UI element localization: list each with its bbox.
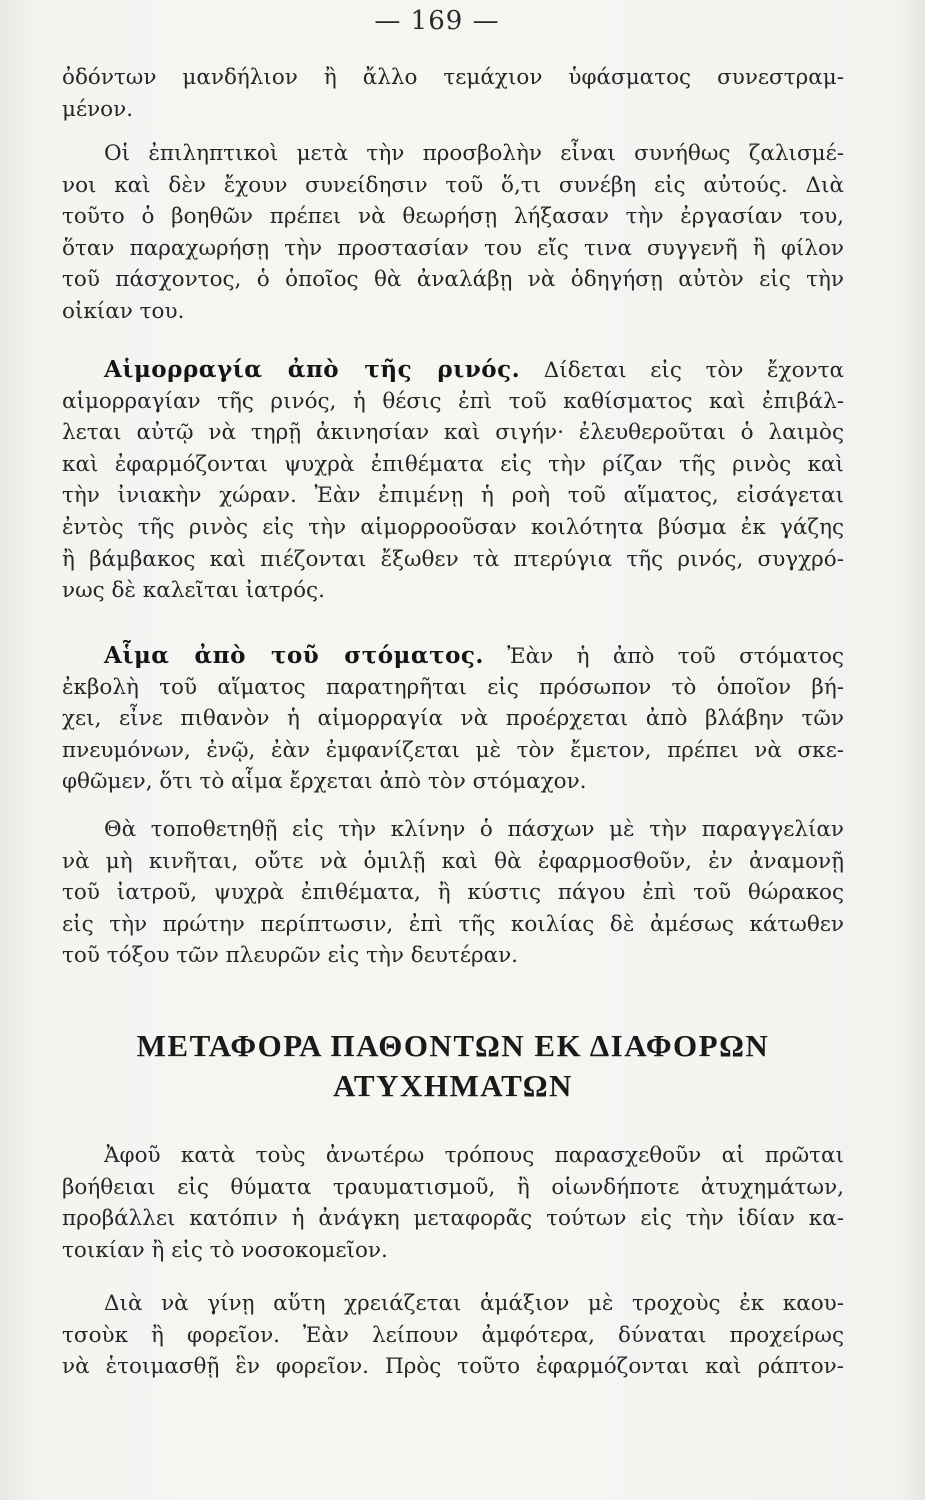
text-line: τοῦ ἰατροῦ, ψυχρὰ ἐπιθέματα, ἢ κύστις πάγου ἐπὶ τοῦ θώρακος [62, 880, 844, 906]
text-line: λεται αὐτῷ νὰ τηρῇ ἀκινησίαν καὶ σιγήν· ἐλευθεροῦται ὁ λαιμὸς [62, 420, 844, 446]
paragraph-continuation [62, 62, 844, 125]
text-line [62, 354, 844, 386]
text-line: ἐκβολὴ τοῦ αἵματος παρατηρῆται εἰς πρόσωπον τὸ ὁποῖον βή- [62, 674, 844, 700]
paragraph-stretcher [62, 1288, 844, 1383]
paragraph-mouth-blood [62, 640, 844, 798]
text-line: τσοὺκ ἢ φορεῖον. Ἐὰν λείπουν ἀμφότερα, δύναται προχείρως [62, 1322, 844, 1348]
text-line: νοι καὶ δὲν ἔχουν συνείδησιν τοῦ ὅ,τι συνέβη εἰς αὐτούς. Διὰ [62, 172, 844, 198]
run-in-heading-mouth: Αἷμα ἀπὸ τοῦ στόματος. [104, 642, 484, 669]
paragraph-epileptics [62, 138, 844, 328]
text-line: ὀδόντων μανδήλιον ἢ ἄλλο τεμάχιον ὑφάσματος συνεστραμ- [62, 65, 844, 90]
text-line: Θὰ τοποθετηθῇ εἰς τὴν κλίνην ὁ πάσχων μὲ τὴν παραγγελίαν [104, 817, 844, 842]
text-line: ὅταν παραχωρήσῃ τὴν προστασίαν του εἴς τινα συγγενῆ ἢ φίλον [62, 235, 844, 261]
text-line: τοικίαν ἢ εἰς τὸ νοσοκομεῖον. [62, 1237, 388, 1263]
text-line: ἐντὸς τῆς ρινὸς εἰς τὴν αἱμορροοῦσαν κοιλότητα βύσμα ἐκ γάζης [62, 514, 844, 540]
section-title-line: ΑΤΥΧΗΜΑΤΩΝ [333, 1068, 573, 1103]
text-line: οἰκίαν του. [62, 298, 185, 324]
text-line: ἢ βάμβακος καὶ πιέζονται ἔξωθεν τὰ πτερύγια τῆς ρινός, συγχρό- [62, 546, 844, 572]
page-number: — 169 — [374, 6, 500, 36]
paragraph-nosebleed [62, 354, 844, 607]
text-line: βοήθειαι εἰς θύματα τραυματισμοῦ, ἢ οἱωνδήποτε ἀτυχημάτων, [62, 1174, 844, 1200]
text-line: νως δὲ καλεῖται ἰατρός. [62, 578, 325, 604]
text-line: τοῦ τόξου τῶν πλευρῶν εἰς τὴν δευτέραν. [62, 943, 519, 969]
text-run: Ἐὰν ἡ ἀπὸ τοῦ στόματος [507, 644, 844, 669]
text-line: μένον. [62, 96, 134, 122]
text-line: τοῦ πάσχοντος, ὁ ὁποῖος θὰ ἀναλάβῃ νὰ ὁδηγήσῃ αὐτὸν εἰς τὴν [62, 267, 844, 293]
paragraph-treatment [62, 814, 844, 972]
text-line: πνευμόνων, ἐνῷ, ἐὰν ἐμφανίζεται μὲ τὸν ἔμετον, πρέπει νὰ σκε- [62, 737, 844, 763]
text-line: καὶ ἐφαρμόζονται ψυχρὰ ἐπιθέματα εἰς τὴν ρίζαν τῆς ρινὸς καὶ [62, 451, 844, 477]
text-run: Δίδεται εἰς τὸν ἔχοντα [543, 358, 844, 383]
text-line: τὴν ἰνιακὴν χώραν. Ἐὰν ἐπιμένῃ ἡ ροὴ τοῦ αἵματος, εἰσάγεται [62, 483, 844, 509]
text-line: νὰ ἑτοιμασθῇ ἓν φορεῖον. Πρὸς τοῦτο ἐφαρμόζονται καὶ ράπτον- [62, 1354, 844, 1380]
run-in-heading-nosebleed: Αἱμορραγία ἀπὸ τῆς ρινός. [104, 356, 521, 383]
text-line [62, 640, 844, 672]
text-line: Διὰ νὰ γίνῃ αὕτη χρειάζεται ἁμάξιον μὲ τροχοὺς ἐκ καου- [104, 1291, 844, 1316]
text-line: νὰ μὴ κινῆται, οὔτε νὰ ὁμιλῇ καὶ θὰ ἐφαρμοσθοῦν, ἐν ἀναμονῇ [62, 848, 844, 874]
text-line: προβάλλει κατόπιν ἡ ἀνάγκη μεταφορᾶς τούτων εἰς τὴν ἰδίαν κα- [62, 1206, 844, 1232]
text-line: φθῶμεν, ὅτι τὸ αἷμα ἔρχεται ἀπὸ τὸν στόμαχον. [62, 769, 587, 795]
section-title-line: ΜΕΤΑΦΟΡΑ ΠΑΘΟΝΤΩΝ ΕΚ ΔΙΑΦΟΡΩΝ [136, 1028, 770, 1063]
paragraph-transport-intro [62, 1140, 844, 1266]
text-line: τοῦτο ὁ βοηθῶν πρέπει νὰ θεωρήσῃ λήξασαν τὴν ἐργασίαν του, [62, 204, 844, 230]
text-line: Οἱ ἐπιληπτικοὶ μετὰ τὴν προσβολὴν εἶναι συνήθως ζαλισμέ- [104, 141, 844, 166]
text-line: εἰς τὴν πρώτην περίπτωσιν, ἐπὶ τῆς κοιλίας δὲ ἀμέσως κάτωθεν [62, 911, 844, 937]
section-title [62, 1026, 844, 1106]
text-line: Ἀφοῦ κατὰ τοὺς ἀνωτέρω τρόπους παρασχεθοῦν αἱ πρῶται [104, 1143, 844, 1168]
text-line: αἱμορραγίαν τῆς ρινός, ἡ θέσις ἐπὶ τοῦ καθίσματος καὶ ἐπιβάλ- [62, 388, 844, 414]
text-line: χει, εἶνε πιθανὸν ἡ αἱμορραγία νὰ προέρχεται ἀπὸ βλάβην τῶν [62, 706, 844, 732]
